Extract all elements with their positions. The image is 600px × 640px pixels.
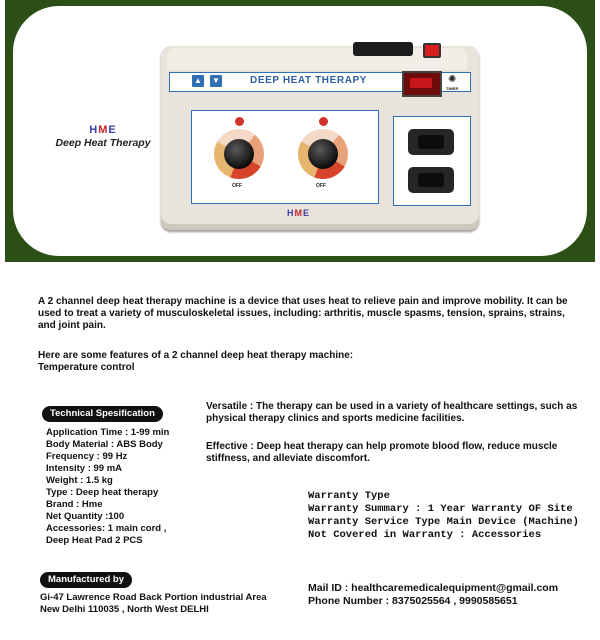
logo-letter: E	[303, 208, 311, 218]
manufacturer-heading: Manufactured by	[40, 572, 132, 588]
logo-letter: E	[108, 124, 117, 136]
logo-letter: M	[294, 208, 303, 218]
warranty-block	[308, 490, 598, 542]
knob-icon	[308, 139, 338, 169]
logo-letter: H	[89, 124, 99, 136]
spec-list	[46, 427, 216, 547]
machine-top	[167, 48, 467, 70]
outlet-icon	[408, 129, 454, 155]
mains-socket	[353, 42, 413, 56]
timer-icon: ✺	[448, 74, 457, 85]
knob-channel-1	[204, 123, 276, 189]
led-icon	[235, 117, 244, 126]
address-line: New Delhi 110035 , North West DELHI	[40, 604, 209, 615]
hero-banner	[5, 0, 595, 262]
intro-paragraph: A 2 channel deep heat therapy machine is a device that uses heat to relieve pain and improve mobility. It can be used to treat a variety of musculoskeletal issues, including: arthritis, muscle spasms, tension, sprains, strains, and joint pain.	[38, 296, 568, 331]
outlet-icon	[408, 167, 454, 193]
spec-item: Intensity : 99 mA	[46, 463, 123, 474]
spec-item: Deep Heat Pad 2 PCS	[46, 535, 143, 546]
arrow-up-icon: ▲	[192, 75, 204, 87]
brand-caption: Deep Heat Therapy	[55, 137, 151, 149]
spec-item: Frequency : 99 Hz	[46, 451, 128, 462]
machine-title: DEEP HEAT THERAPY	[250, 75, 368, 86]
warranty-line: Not Covered in Warranty : Accessories	[308, 529, 542, 541]
spec-item: Application Time : 1-99 min	[46, 427, 170, 438]
knob-icon	[224, 139, 254, 169]
address-line: Gi-47 Lawrence Road Back Portion industrial Area	[40, 592, 267, 603]
knob-panel	[191, 110, 379, 204]
arrow-down-icon: ▼	[210, 75, 222, 87]
contact-block	[308, 582, 598, 608]
title-strip	[169, 72, 471, 92]
features-heading: Here are some features of a 2 channel deep heat therapy machine:	[38, 350, 354, 361]
power-switch	[423, 43, 441, 58]
timer-display	[402, 71, 442, 97]
features-item: Temperature control	[38, 362, 135, 373]
machine-image	[161, 46, 479, 230]
spec-item: Weight : 1.5 kg	[46, 475, 113, 486]
warranty-line: Warranty Summary : 1 Year Warranty OF Site	[308, 503, 573, 515]
warranty-line: Warranty Type	[308, 490, 390, 502]
contact-email: Mail ID : healthcaremedicalequipment@gmail.com	[308, 582, 559, 594]
versatile-paragraph: Versatile : The therapy can be used in a variety of healthcare settings, such as physical therapy clinics and sports medicine facilities.	[206, 401, 578, 424]
brand-block	[53, 124, 153, 149]
spec-heading: Technical Spesification	[42, 406, 163, 422]
outlet-panel	[393, 116, 471, 206]
spec-item: Accessories: 1 main cord ,	[46, 523, 167, 534]
spec-item: Net Quantity :100	[46, 511, 125, 522]
manufacturer-address	[40, 592, 300, 616]
brand-logo	[53, 124, 153, 136]
spec-item: Type : Deep heat therapy	[46, 487, 159, 498]
knob-off-label: OFF	[232, 183, 242, 189]
logo-letter: H	[287, 208, 295, 218]
logo-letter: M	[98, 124, 109, 136]
knob-channel-2	[288, 123, 360, 189]
knob-off-label: OFF	[316, 183, 326, 189]
spec-item: Brand : Hme	[46, 499, 103, 510]
contact-phone: Phone Number : 8375025564 , 9990585651	[308, 595, 518, 607]
warranty-line: Warranty Service Type Main Device (Machine)	[308, 516, 579, 528]
led-icon	[319, 117, 328, 126]
effective-paragraph: Effective : Deep heat therapy can help promote blood flow, reduce muscle stiffness, and alleviate discomfort.	[206, 441, 558, 464]
hero-panel	[13, 6, 587, 256]
spec-item: Body Material : ABS Body	[46, 439, 163, 450]
panel-logo	[287, 208, 310, 218]
timer-label: TIMER	[446, 86, 459, 91]
